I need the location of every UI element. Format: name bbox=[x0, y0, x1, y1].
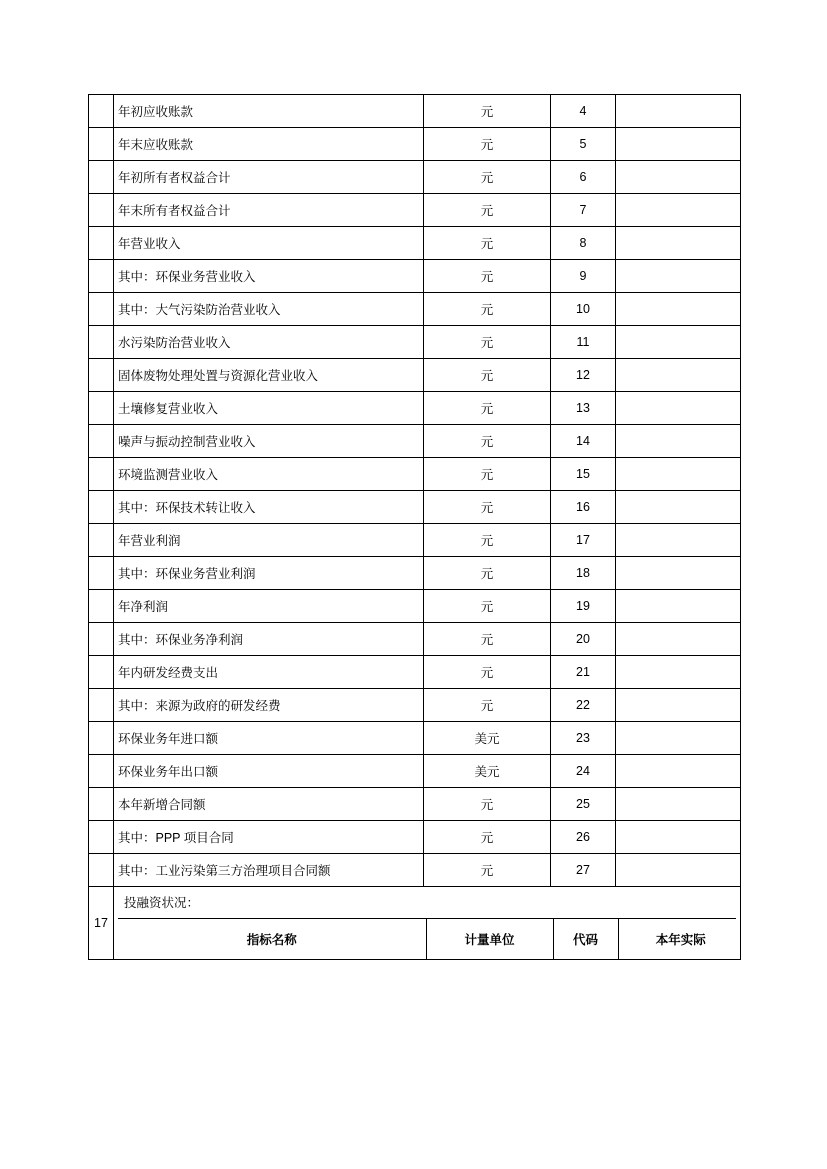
table-row bbox=[89, 722, 741, 755]
value-cell[interactable] bbox=[616, 458, 741, 491]
unit-cell: 元 bbox=[424, 326, 551, 359]
code-cell: 20 bbox=[551, 623, 616, 656]
code-cell: 12 bbox=[551, 359, 616, 392]
row-number-cell bbox=[89, 821, 114, 854]
table-row bbox=[89, 458, 741, 491]
code-cell: 7 bbox=[551, 194, 616, 227]
code-cell: 22 bbox=[551, 689, 616, 722]
value-cell[interactable] bbox=[616, 689, 741, 722]
value-cell[interactable] bbox=[616, 854, 741, 887]
indicator-name-cell: 其中：来源为政府的研发经费 bbox=[114, 689, 424, 722]
table-row bbox=[89, 590, 741, 623]
value-cell[interactable] bbox=[616, 128, 741, 161]
section-header-table bbox=[118, 919, 743, 959]
code-cell: 26 bbox=[551, 821, 616, 854]
code-cell: 14 bbox=[551, 425, 616, 458]
unit-cell: 元 bbox=[424, 161, 551, 194]
unit-cell: 元 bbox=[424, 623, 551, 656]
row-number-cell bbox=[89, 854, 114, 887]
unit-cell: 元 bbox=[424, 260, 551, 293]
table-row bbox=[89, 128, 741, 161]
code-cell: 18 bbox=[551, 557, 616, 590]
indicator-name-cell: 年末应收账款 bbox=[114, 128, 424, 161]
value-cell[interactable] bbox=[616, 524, 741, 557]
row-number-cell bbox=[89, 689, 114, 722]
indicator-table-wrapper bbox=[88, 94, 740, 960]
code-cell: 11 bbox=[551, 326, 616, 359]
section-row-number: 17 bbox=[89, 887, 114, 960]
code-cell: 13 bbox=[551, 392, 616, 425]
value-cell[interactable] bbox=[616, 656, 741, 689]
code-cell: 19 bbox=[551, 590, 616, 623]
row-number-cell bbox=[89, 260, 114, 293]
unit-cell: 元 bbox=[424, 821, 551, 854]
unit-cell: 元 bbox=[424, 788, 551, 821]
table-row bbox=[89, 260, 741, 293]
row-number-cell bbox=[89, 524, 114, 557]
indicator-name-cell: 本年新增合同额 bbox=[114, 788, 424, 821]
value-cell[interactable] bbox=[616, 590, 741, 623]
unit-cell: 元 bbox=[424, 128, 551, 161]
code-cell: 27 bbox=[551, 854, 616, 887]
indicator-table bbox=[88, 94, 741, 960]
code-cell: 5 bbox=[551, 128, 616, 161]
header-value: 本年实际 bbox=[655, 933, 706, 947]
code-cell: 15 bbox=[551, 458, 616, 491]
unit-cell: 元 bbox=[424, 392, 551, 425]
indicator-name-cell: 年初应收账款 bbox=[114, 95, 424, 128]
unit-cell: 美元 bbox=[424, 755, 551, 788]
unit-cell: 元 bbox=[424, 524, 551, 557]
unit-cell: 元 bbox=[424, 425, 551, 458]
indicator-name-cell: 其中：PPP 项目合同 bbox=[114, 821, 424, 854]
table-row bbox=[89, 821, 741, 854]
code-cell: 8 bbox=[551, 227, 616, 260]
row-number-cell bbox=[89, 293, 114, 326]
indicator-name-cell: 其中：环保业务净利润 bbox=[114, 623, 424, 656]
indicator-name-cell: 噪声与振动控制营业收入 bbox=[114, 425, 424, 458]
code-cell: 24 bbox=[551, 755, 616, 788]
indicator-name-cell: 其中：大气污染防治营业收入 bbox=[114, 293, 424, 326]
indicator-name-cell: 年净利润 bbox=[114, 590, 424, 623]
value-cell[interactable] bbox=[616, 557, 741, 590]
unit-cell: 元 bbox=[424, 656, 551, 689]
table-row bbox=[89, 788, 741, 821]
row-number-cell bbox=[89, 755, 114, 788]
table-row bbox=[89, 293, 741, 326]
table-row bbox=[89, 491, 741, 524]
row-number-cell bbox=[89, 392, 114, 425]
row-number-cell bbox=[89, 722, 114, 755]
value-cell[interactable] bbox=[616, 491, 741, 524]
value-cell[interactable] bbox=[616, 293, 741, 326]
unit-cell: 元 bbox=[424, 557, 551, 590]
table-row bbox=[89, 359, 741, 392]
section-block bbox=[114, 887, 741, 960]
row-number-cell bbox=[89, 623, 114, 656]
value-cell[interactable] bbox=[616, 392, 741, 425]
section-header-row bbox=[118, 919, 743, 959]
unit-cell: 元 bbox=[424, 227, 551, 260]
row-number-cell bbox=[89, 590, 114, 623]
row-number-cell bbox=[89, 326, 114, 359]
unit-cell: 元 bbox=[424, 359, 551, 392]
table-row bbox=[89, 524, 741, 557]
value-cell[interactable] bbox=[616, 326, 741, 359]
unit-cell: 元 bbox=[424, 854, 551, 887]
unit-cell: 元 bbox=[424, 689, 551, 722]
code-cell: 4 bbox=[551, 95, 616, 128]
indicator-name-cell: 环保业务年出口额 bbox=[114, 755, 424, 788]
code-cell: 21 bbox=[551, 656, 616, 689]
value-cell[interactable] bbox=[616, 260, 741, 293]
table-row bbox=[89, 161, 741, 194]
row-number-cell bbox=[89, 194, 114, 227]
code-cell: 9 bbox=[551, 260, 616, 293]
value-cell[interactable] bbox=[616, 821, 741, 854]
indicator-name-cell: 年内研发经费支出 bbox=[114, 656, 424, 689]
section-title: 投融资状况： bbox=[118, 887, 736, 919]
row-number-cell bbox=[89, 491, 114, 524]
row-number-cell bbox=[89, 458, 114, 491]
value-cell[interactable] bbox=[616, 722, 741, 755]
code-cell: 10 bbox=[551, 293, 616, 326]
unit-cell: 美元 bbox=[424, 722, 551, 755]
indicator-name-cell: 环保业务年进口额 bbox=[114, 722, 424, 755]
header-indicator-name: 指标名称 bbox=[118, 919, 426, 959]
indicator-table-body bbox=[89, 95, 741, 960]
code-cell: 16 bbox=[551, 491, 616, 524]
indicator-name-cell: 其中：环保业务营业利润 bbox=[114, 557, 424, 590]
indicator-name-cell: 年末所有者权益合计 bbox=[114, 194, 424, 227]
row-number-cell bbox=[89, 359, 114, 392]
value-cell[interactable] bbox=[616, 755, 741, 788]
unit-cell: 元 bbox=[424, 458, 551, 491]
section-row bbox=[89, 887, 741, 960]
header-code: 代码 bbox=[553, 919, 618, 959]
table-row bbox=[89, 326, 741, 359]
indicator-name-cell: 固体废物处理处置与资源化营业收入 bbox=[114, 359, 424, 392]
indicator-name-cell: 环境监测营业收入 bbox=[114, 458, 424, 491]
value-cell[interactable] bbox=[616, 95, 741, 128]
value-cell[interactable] bbox=[616, 788, 741, 821]
indicator-name-cell: 其中：环保业务营业收入 bbox=[114, 260, 424, 293]
value-cell[interactable] bbox=[616, 359, 741, 392]
indicator-name-cell: 水污染防治营业收入 bbox=[114, 326, 424, 359]
unit-cell: 元 bbox=[424, 590, 551, 623]
table-row bbox=[89, 194, 741, 227]
header-unit: 计量单位 bbox=[426, 919, 553, 959]
table-row bbox=[89, 623, 741, 656]
code-cell: 23 bbox=[551, 722, 616, 755]
value-cell[interactable] bbox=[616, 623, 741, 656]
unit-cell: 元 bbox=[424, 194, 551, 227]
indicator-name-cell: 其中：工业污染第三方治理项目合同额 bbox=[114, 854, 424, 887]
indicator-name-cell: 其中：环保技术转让收入 bbox=[114, 491, 424, 524]
row-number-cell bbox=[89, 95, 114, 128]
table-row bbox=[89, 392, 741, 425]
code-cell: 25 bbox=[551, 788, 616, 821]
code-cell: 17 bbox=[551, 524, 616, 557]
row-number-cell bbox=[89, 161, 114, 194]
indicator-name-cell: 年初所有者权益合计 bbox=[114, 161, 424, 194]
row-number-cell bbox=[89, 128, 114, 161]
table-row bbox=[89, 557, 741, 590]
table-row bbox=[89, 227, 741, 260]
unit-cell: 元 bbox=[424, 293, 551, 326]
indicator-name-cell: 年营业收入 bbox=[114, 227, 424, 260]
row-number-cell bbox=[89, 227, 114, 260]
row-number-cell bbox=[89, 557, 114, 590]
value-cell[interactable] bbox=[616, 194, 741, 227]
unit-cell: 元 bbox=[424, 95, 551, 128]
table-row bbox=[89, 689, 741, 722]
value-cell[interactable] bbox=[616, 227, 741, 260]
indicator-name-cell: 年营业利润 bbox=[114, 524, 424, 557]
table-row bbox=[89, 425, 741, 458]
unit-cell: 元 bbox=[424, 491, 551, 524]
indicator-name-cell: 土壤修复营业收入 bbox=[114, 392, 424, 425]
table-row bbox=[89, 95, 741, 128]
value-cell[interactable] bbox=[616, 161, 741, 194]
table-row bbox=[89, 755, 741, 788]
row-number-cell bbox=[89, 656, 114, 689]
table-row bbox=[89, 656, 741, 689]
code-cell: 6 bbox=[551, 161, 616, 194]
row-number-cell bbox=[89, 788, 114, 821]
table-row bbox=[89, 854, 741, 887]
row-number-cell bbox=[89, 425, 114, 458]
value-cell[interactable] bbox=[616, 425, 741, 458]
